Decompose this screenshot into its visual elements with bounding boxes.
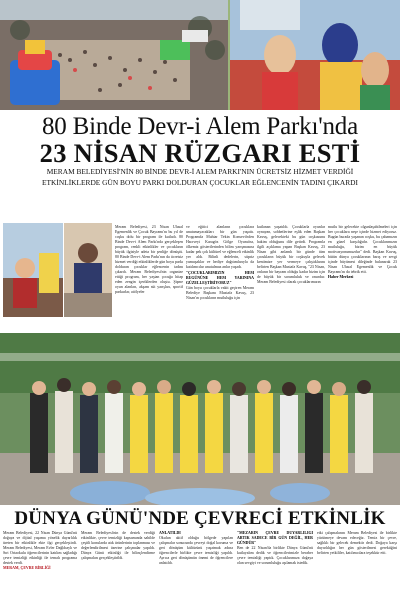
child-puppet-photo [3,223,63,317]
top-article-col4 [328,225,397,323]
kids-activity-photo-art [64,223,112,317]
bottom-article-col1 [3,531,77,591]
top-article-col2-more: Gün boyu çocuklarla vakit geçiren Meram Belediye Başkanı Mustafa Kavuş, 23 Nisan'ın çocukların mutluluğu için [186,286,254,300]
top-article-col1: Meram Belediyesi, 23 Nisan Ulusal Egemenlik ve Çocuk Bayramı'nı bu yıl de coşku dolu bir program ile kutladı. 80 Binde Devr-i Alem Parkı'nda gerçekleşen program, renkli etkinlikler ve çocukların büyük ilgisiyle adeta bir şenliğe dönüştü. 80 Binde Devr-i Alem Parkı'nın da ücretsiz hizmet verdiği etkinliklerde gün boyu parkı dolduran çocuklar eğlencenin tadını çıkardı. Meram Belediyesi'nin organize ettiği program, her yaştan çocuğa hitap eden zengin içeriklerden oluştu. Şişme oyun alanları, akşam süt yarışları, sportif parkurlar, atölyeler [115,225,183,294]
bottom-article-col1-text: Meram Belediyesi, 22 Nisan Dünya Günü'nü doğaya ve dijital yaşama yönelik duyarlılık üreten bir etkinlikle ekte ilgi gerçekleştirdi. Meram Belediyesi, Meram Evler Dağlıbaylı ve Sırt Ortaokulu öğrencilerinin katılım sağladığı çevre temizliği etkinliği ile temalı programa destek verdi. [3,531,77,565]
top-subhead-line1: MERAM BELEDİYESİ'NİN 80 BİNDE DEVR-İ ALEM PARKI'NIN ÜCRETSİZ HİZMET VERDİĞİ [46,167,354,176]
kids-activity-photo [64,223,112,317]
top-article-col2 [186,225,254,323]
top-article-col2-text: ve eğitici alanların çocuklara unutamayacakları bir gün yaşattı. Programda Muhtar Tekin Konsevi'nden Hacıveyi Karagöz Gölge Oyunu'na, ölkemiz gösterilerinden bilim yarışmasına kadar pek çok kültürel ve eğlenceli etkinlik yer aldı. Bilinli dedelerin, süpriz yumuşaklar ve hediye dağıtımlarıyla da katılımcılar unutulmaz anlar yaşadı. [186,225,254,269]
earth-day-group-photo-art [0,333,400,505]
park-event-photo [0,0,400,110]
child-puppet-photo-art [3,223,63,317]
top-article-signoff: Haber Merkezi [328,275,354,279]
bottom-article-col4 [237,531,313,591]
bottom-article-col3 [159,531,233,591]
bottom-headline: DÜNYA GÜNÜ'NDE ÇEVRECİ ETKİNLİK [14,508,386,529]
top-headline-line1: 80 Binde Devr-i Alem Parkı'nda [42,113,358,140]
bottom-article-col4-text: Ben de 22 Nisan'da birlikte Dünya Günü'nü kutlayalım dedik ve öğrencilerimizle beraber çevre temizliği yaptık. Çocuklarımıza doğaya olan sevgiyi ve sorumluluğu aşılamak istedik. [237,546,313,565]
bottom-article-col1-author: MERAM, ÇEVRE BİRLİĞİ [3,566,51,570]
top-article-col4-text: mutlu bir gelecekte olgunlaşabilmeleri için her çocuklara neşe içinde hizmet ediyoruz. Bugün burada yaşanan coşku, bu çabamızın en güzel karşılığıdır. Çocuklarımızın mutluluğu, bizim en büyük motivasyonumuzdur" dedi. Başkan Kavuş, bütün dünya çocuklarının barış ve sevgi içinde büyümesi dileğinde bulunarak 23 Nisan Ulusal Egemenlik ve Çocuk Bayramı'nı da tebrik etti. [328,225,397,274]
bottom-article-col4-heading: "MEZARIN ÇEVRE DUYARLILIĞI ARTIK SADECE BİR GÜN DEĞİL, HER GÜNDÜR" [237,531,313,545]
earth-day-group-photo [0,333,400,505]
top-subhead-line2: ETKİNLİKLERDE GÜN BOYU PARKI DOLDURAN ÇOCUKLAR EĞLENCENİN TADINI ÇIKARDI [42,178,358,187]
park-event-photo-art [0,0,400,110]
top-article-col2-heading: "ÇOCUKLARIMIZIN HEM BUGÜNÜNE HEM YARININA GÜZELLEŞTİRİYORUZ" [186,271,254,285]
bottom-article-col2: Meram Belediyesi'nin de destek verdiği etkinlikte, çevre temizliği kapsamında sahilde çeşitli konularda atık ürünlerinin toplanması ve değerlendirilmesi üzerine çalışmalar yapıldı. Dünya Günü etkinliği ile bilinçlendirme çalışmaları gerçekleştirildi. [81,531,155,560]
bottom-article-col5: etki çalışmalarını Meram Belediyesi ile birlikte yürütmeye devam edeceğiz. Temiz bir çevre, sağlıklı bir gelecek demektir dedi. Doğaya karşı duyarlılığın her gün gösterilmesi gerektiğini belirten yetkililer, katılımcılara teşekkür etti. [317,531,397,555]
bottom-article-col3-heading: ANLATILDI [159,531,181,535]
top-headline-line2: 23 NİSAN RÜZGARI ESTİ [39,138,361,168]
bottom-article-col3-text: Okulun aktif olduğu bölgede yapılan çalışmalar sonucunda çevreyi doğal koruma ve geri dönüşüm kültürünü yaşatmak adına öğrencilerle birlikte çevre temizliği yapıldı. Ayrıca geri dönüşümün önemi de öğrencilere anlatıldı. [159,536,233,565]
top-article-col3: kutlanan yaşatıldı. Çocuklarla oyunlar oynayan, sohbetlerine eşlik eden Başkan Kavuş, gelecekteki bu gün coşkusunu hakim olduğunu dile getirdi. Programla ilgili açıklama yapan Başkan Kavuş, 23 Nisan gibi anlamlı bir günde tüm çocukların büyük bir coşkuyla gelecek kentimize yer vermeye çalıştıklarını belirten Başkan Mustafa Kavuş, "23 Nisan, onların bir bayram olduğu kadar bizim için de büyük bir sorumluluk ve onurdur. Meram Belediyesi olarak çocuklarımızın [257,225,325,284]
